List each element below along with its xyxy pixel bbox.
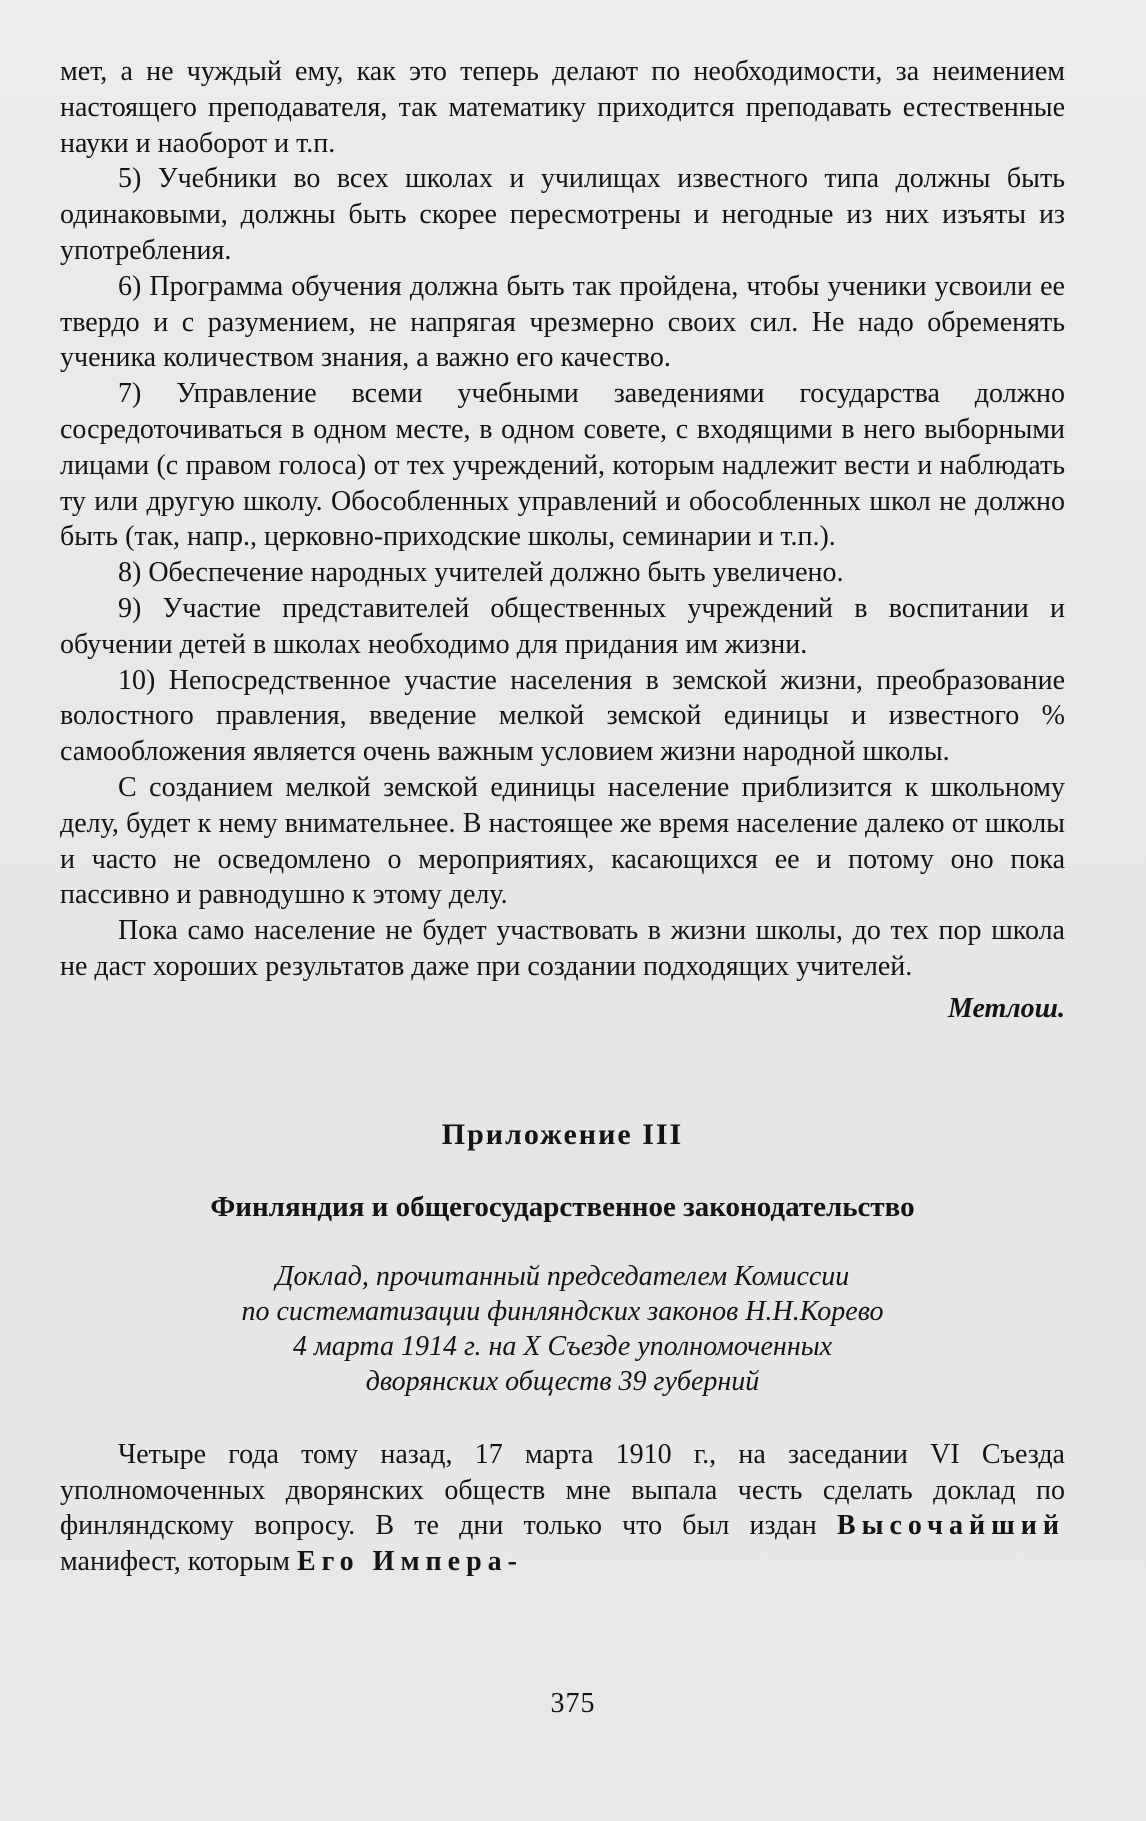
author-signature: Метлош. (947, 992, 1065, 1024)
text-column (60, 54, 1065, 1580)
paragraph-item-9: 9) Участие представителей общественных учреждений в воспитании и обучении детей в школах необходимо для придания им жизни. (60, 592, 1065, 660)
paragraph-report-opening (60, 1437, 1065, 1580)
section-title: Финляндия и общегосударственное законодательство (210, 1190, 915, 1223)
spaced-word-highest: Высочайший (836, 1510, 1065, 1542)
report-text-before: Четыре года тому назад, 17 марта 1910 г., на заседании VI Съезда уполномоченных дворянских обществ мне выпала честь сделать доклад по финляндскому вопросу. В те дни только что был издан (60, 1438, 1065, 1542)
appendix-heading: Приложение III (441, 1117, 684, 1151)
paragraph-zemstvo: С созданием мелкой земской единицы население приблизится к школьному делу, будет к нему внимательнее. В настоящее же время население далеко от школы и часто не осведомлено о мероприятиях, касающихся ее и потому оно пока пассивно и равнодушно к этому делу. (60, 771, 1065, 911)
spaced-word-imperial: Его Импера- (296, 1546, 523, 1578)
subtitle-line: по систематизации финляндских законов Н.Н.Корево (241, 1295, 884, 1327)
paragraph-conclusion: Пока само население не будет участвовать в жизни школы, до тех пор школа не даст хороших результатов даже при создании подходящих учителей. (60, 915, 1065, 982)
paragraph-item-7: 7) Управление всеми учебными заведениями государства должно сосредоточиваться в одном месте, в одном совете, с входящими в него выборными лицами (с правом голоса) от тех учреждений, которым надлежит вести и наблюдать ту или другую школу. Обособленных управлений и обособленных школ не должно быть (так, напр., церковно-приходские школы, семинарии и т.п.). (60, 378, 1065, 553)
paragraph-continuation: мет, а не чуждый ему, как это теперь делают по необходимости, за неимением настоящего преподавателя, так математику приходится преподавать естественные науки и наоборот и т.п. (60, 56, 1065, 159)
subtitle-line: Доклад, прочитанный председателем Комиссии (275, 1260, 850, 1292)
subtitle-line: дворянских обществ 39 губерний (365, 1365, 760, 1397)
paragraph-item-8: 8) Обеспечение народных учителей должно быть увеличено. (118, 557, 844, 589)
subtitle-line: 4 марта 1914 г. на X Съезде уполномоченных (292, 1330, 833, 1362)
report-subtitle (60, 1259, 1065, 1399)
paragraph-item-6: 6) Программа обучения должна быть так пройдена, чтобы ученики усвоили ее твердо и с разумением, не напрягая чрезмерно своих сил. Не надо обременять ученика количеством знания, а важно его качество. (60, 270, 1065, 374)
paragraph-item-10: 10) Непосредственное участие населения в земской жизни, преобразование волостного правления, введение мелкой земской единицы и известного % самообложения является очень важным условием жизни народной школы. (60, 664, 1065, 768)
paragraph-item-5: 5) Учебники во всех школах и училищах известного типа должны быть одинаковыми, должны быть скорее пересмотрены и негодные из них изъяты из употребления. (60, 163, 1065, 266)
report-text-middle: манифест, которым (60, 1546, 297, 1578)
page-number: 375 (550, 1688, 596, 1719)
